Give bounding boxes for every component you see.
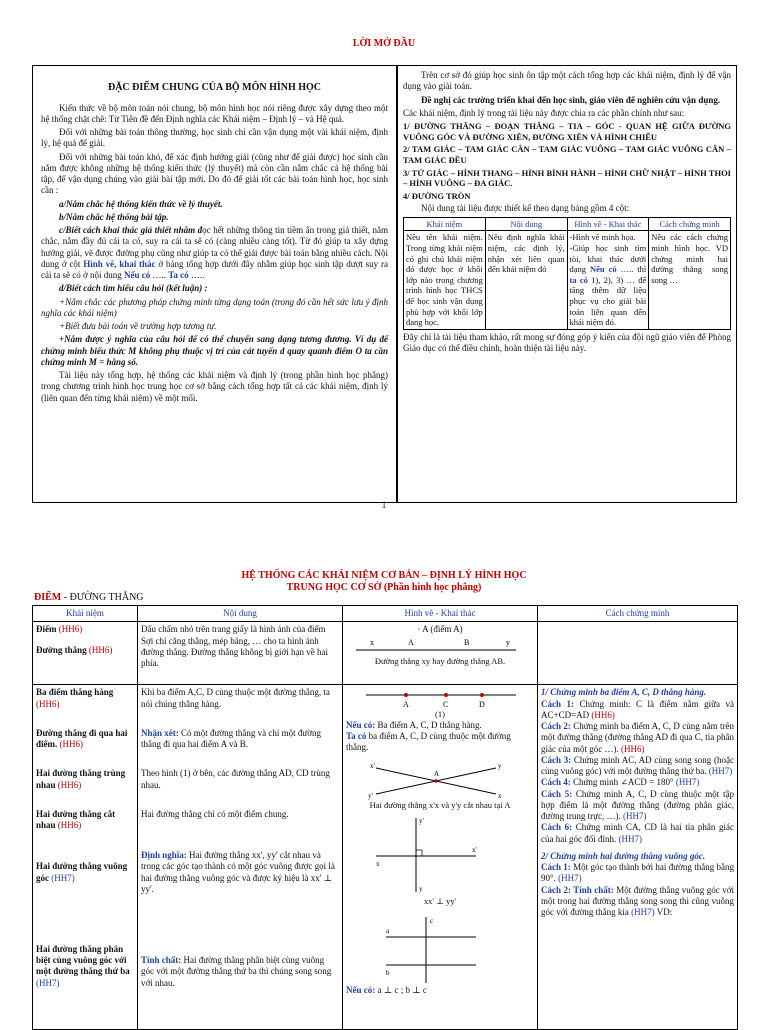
svg-text:x': x' [370, 761, 375, 770]
intro-paragraph: Đối với những bài toán khó, để xác định hướng giải (cũng như để giải được) học sinh cần nắm được không những hệ thống kiến thức (lý thuyết) mà còn cần nắm chắc cả hệ thống bài tập, để vận dụng chúng vào giải bài tập mới. Do đó để giải tốt các bài toán hình học, học sinh cần : [41, 151, 388, 196]
content-cell: Khi ba điểm A,C, D cùng thuộc một đường thẳng, ta nói chúng thẳng hàng. Nhận xét: Có một đường thẳng và chỉ một đường thẳng đi qua hai điểm A và B. Theo hình (1) ở bên, các đường thẳng AD, CD trùng nhau. Hai đường thẳng chỉ có một điểm chung. Định nghĩa: Hai đường thẳng xx', yy' cắt nhau và trong các góc tạo thành có một góc vuông được gọi là hai đường thẳng vuông góc và được ký hiệu là xx' ⊥ yy'. Tính chất: Hai đường thẳng phân biệt cùng vuông góc với một đường thẳng thứ ba thì chúng song song với nhau. [138, 685, 343, 1030]
column-header: Hình vẽ - Khai thác [343, 606, 538, 622]
column-header: Khái niệm [404, 217, 486, 231]
intro-point-c: c/Biết cách khai thác giả thiết nhằm đọc hết những thông tin tiềm ẩn trong giả thiết, nắm chắc, nắm đầy đủ cái ta có, suy ra cái ta sẽ có (càng nhiều càng tốt). Từ đó giúp ta xây dựng hướng giải, vẽ được đường phụ cũng như giúp ta có thể giải được bài toán bằng nhiều cách. Nội dung ở cột Hình vẽ, khai thác ở bảng tổng hợp dưới đây nhằm giúp học sinh tập dượt suy ra cái ta sẽ có ở nội dung Nếu có ….. Ta có ….. [41, 225, 389, 280]
concept-cell: Ba điểm thẳng hàng (HH6) Đường thẳng đi qua hai điểm. (HH6) Hai đường thẳng trùng nhau (HH6) Hai đường thẳng cắt nhau (HH6) Hai đường thẳng vuông góc (HH7) Hai đường thẳng phân biệt cùng vuông góc với một đường thẳng thứ ba (HH7) [33, 685, 138, 1030]
proof-cell: 1/ Chứng minh ba điểm A, C, D thẳng hàng. Cách 1: Chứng minh: C là điểm nằm giữa và AC+CD=AD (HH6) Cách 2: Chứng minh ba điểm A, C, D cùng nằm trên một đường thẳng (đường thẳng AD đi qua C, tia phân giác của một góc …). (HH6) Cách 3: Chứng minh AC, AD cùng song song (hoặc cùng vuông góc) với một đường thẳng thứ ba. (HH7) Cách 4: Chứng minh ∠ACD = 180° (HH7) Cách 5: Chứng minh A, C, D cùng thuộc một tập hợp điểm là một đường thẳng (đường phân giác, đường trung trực, …). (HH7) Cách 6: Chứng minh CA, CD là hai tia phân giác của hai góc đối đỉnh. (HH7) 2/ Chứng minh hai đường thẳng vuông góc. Cách 1: Một góc tạo thành bởi hai đường thẳng bằng 90°. (HH7) Cách 2: Tính chất: Một đường thẳng vuông góc với một trong hai đường thẳng song song thì cũng vuông góc với đường thẳng kia (HH7) VD: [538, 685, 738, 1030]
section-title: HỆ THỐNG CÁC KHÁI NIỆM CƠ BẢN – ĐỊNH LÝ HÌNH HỌC [241, 570, 527, 581]
intro-note: Đây chỉ là tài liệu tham khảo, rất mong sự đóng góp ý kiến của đội ngũ giáo viên để Phòng Giáo dục có thể điều chỉnh, hoàn thiện tài liệu này. [403, 331, 731, 354]
intro-point-d1: +Nắm chắc các phương pháp chứng minh từng dạng toán (trong đó cần hết sức lưu ý định nghĩa các khái niệm) [41, 296, 388, 318]
figure-label: (1) [435, 709, 445, 720]
label-x: x [370, 637, 374, 647]
intro-paragraph: Đối với những bài toán thông thường, học sinh chỉ cần vận dụng một vài khái niệm, định lý, hệ quả để giải. [41, 127, 388, 149]
svg-text:x: x [498, 791, 502, 800]
figure-cell: A C D (1) Nếu có: Ba điểm A, C, D thẳng hàng. Ta có ba điểm A, C, D cùng thuộc một đường thẳng. x' x y y' A Hai đường thẳng x'x và y'y cắt nhau tại A y' x x' y xx' ⊥ yy' c a b Nếu có: a ⊥ c ; b ⊥ c [343, 685, 538, 1030]
intro-paragraph: Tài liệu này tổng hợp, hệ thống các khái niệm và định lý (trong phần hình học phẳng) trong chương trình hình học trung học cơ sở bằng cách tổng hợp tất cả các khái niệm, định lý (liên quan đến từng khái niệm) về một mối. [41, 370, 388, 403]
part-item-2: 2/ TAM GIÁC – TAM GIÁC CÂN – TAM GIÁC VUÔNG – TAM GIÁC VUÔNG CÂN – TAM GIÁC ĐỀU [403, 144, 731, 165]
table-cell: Nêu các cách chứng minh hình học. VD chứng minh hai đường thẳng song song … [649, 231, 731, 330]
parallel-lines-figure [346, 913, 534, 985]
table-cell: -Hình vẽ minh họa. -Giúp học sinh tìm tòi, khai thác dưới dạng Nếu có ….. thì ta có 1), 2), 3) … để tăng thêm dữ liệu phục vụ cho giải bài toán liên quan đến khái niệm đó. [567, 231, 649, 330]
part-item-1: 1/ ĐƯỜNG THẲNG – ĐOẠN THẲNG – TIA – GÓC - QUAN HỆ GIỮA ĐƯỜNG VUÔNG GÓC VÀ ĐƯỜNG XIÊN, ĐƯỜNG XIÊN VÀ HÌNH CHIẾU [403, 121, 731, 142]
page-number: 1 [381, 500, 387, 510]
label-A: A [408, 637, 414, 647]
collinear-figure [346, 687, 534, 709]
part-item-3: 3/ TỨ GIÁC – HÌNH THANG – HÌNH BÌNH HÀNH – HÌNH CHỮ NHẬT – HÌNH THOI – HÌNH VUÔNG – ĐA GIÁC. [403, 167, 731, 189]
proof-cell [538, 622, 738, 685]
svg-text:x': x' [472, 846, 477, 855]
label-B: B [464, 637, 470, 647]
svg-text:c: c [430, 916, 434, 925]
page-title: LỜI MỞ ĐẦU [352, 38, 416, 49]
column-header: Hình vẽ - Khai thác [567, 217, 649, 231]
section-subtitle: TRUNG HỌC CƠ SỞ (Phần hình học phẳng) [286, 582, 482, 593]
table-cell: Nêu định nghĩa khái niệm, các định lý, nhận xét liên quan đến khái niệm đó [485, 231, 567, 330]
intro-point-b: b/Nắm chắc hệ thống bài tập. [59, 211, 169, 222]
columns-table [403, 217, 731, 330]
svg-text:x: x [376, 860, 380, 869]
figure-cell [343, 622, 538, 685]
svg-text:y': y' [368, 791, 373, 800]
column-header: Cách chứng minh [649, 217, 731, 231]
column-header: Cách chứng minh [538, 606, 738, 622]
concepts-table [32, 605, 738, 1030]
svg-text:y: y [498, 761, 502, 770]
label-y: y [506, 637, 510, 647]
column-header: Khái niệm [33, 606, 138, 622]
intro-point-d: d/Biết cách tìm hiểu câu hỏi (kết luận) : [59, 283, 208, 294]
column-header: Nội dung [485, 217, 567, 231]
intro-paragraph: Các khái niệm, định lý trong tài liệu này được chia ra các phần chính như sau: [403, 107, 685, 118]
label-C: C [443, 700, 449, 710]
figure-caption: Đường thẳng xy hay đường thẳng AB. [374, 655, 506, 666]
intersecting-lines-figure [346, 760, 534, 800]
content-cell: Dấu chấm nhỏ trên trang giấy là hình ảnh của điểm Sợi chỉ căng thẳng, mép bảng, … cho ta hình ảnh đường thẳng. Đường thẳng không bị giới hạn về hai phía. [138, 622, 343, 685]
label-A: A [403, 700, 409, 710]
figure-point-a: · A (điểm A) [417, 624, 463, 635]
intro-left-box [32, 65, 397, 503]
intro-paragraph: Nội dung tài liệu được thiết kế theo dạng bảng gồm 4 cột: [421, 203, 630, 214]
intro-paragraph: Trên cơ sở đó giúp học sinh ôn tập một cách tổng hợp các khái niệm, định lý để vận dụng vào giải toán. [403, 70, 731, 92]
intro-point-d3: +Nắm được ý nghĩa của câu hỏi để có thể chuyển sang dạng tương đương. Ví dụ để chứng minh biểu thức M không phụ thuộc vị trí của cát tuyến d quay quanh điểm O ta cần chứng minh M = hằng số. [41, 334, 388, 367]
column-header: Nội dung [138, 606, 343, 622]
section-label: ĐIỂM - ĐƯỜNG THẲNG [34, 592, 144, 603]
table-cell: Nêu tên khái niệm. Trong từng khái niệm có ghi chú khái niệm đó được học ở khối lớp nào trong chương trình hình học THCS để học sinh vận dụng phù hợp với khối lớp đang học. [404, 231, 486, 330]
intro-right-box [397, 65, 737, 503]
figure-caption: Hai đường thẳng x'x và y'y cắt nhau tại A [369, 799, 511, 810]
svg-text:y': y' [419, 817, 424, 826]
svg-text:y: y [419, 885, 423, 894]
concept-cell: Điểm (HH6) Đường thẳng (HH6) [33, 622, 138, 685]
part-item-4: 4/ ĐƯỜNG TRÒN [403, 190, 471, 201]
intro-paragraph: Kiến thức về bộ môn toán nói chung, bộ môn hình học nói riêng được xây dựng theo một hệ thống chặt chẽ: Từ Tiên đề đến Định nghĩa các Khái niệm – Định lý – và Hệ quả. [41, 102, 388, 124]
svg-text:a: a [386, 926, 390, 935]
line-xy-figure [346, 636, 534, 656]
svg-text:A: A [434, 769, 440, 778]
label-D: D [479, 700, 485, 710]
intro-heading: ĐẶC ĐIỂM CHUNG CỦA BỘ MÔN HÌNH HỌC [107, 82, 322, 93]
figure-caption: xx' ⊥ yy' [423, 896, 457, 907]
intro-point-a: a/Nắm chắc hệ thống kiến thức về lý thuyết. [59, 198, 223, 209]
intro-proposal: Đề nghị các trường triển khai đến học sinh, giáo viên để nghiên cứu vận dụng. [421, 94, 721, 105]
svg-text:b: b [386, 968, 390, 977]
intro-point-d2: +Biết đưa bài toán về trường hợp tương tự. [59, 321, 217, 331]
perpendicular-lines-figure [346, 814, 534, 896]
